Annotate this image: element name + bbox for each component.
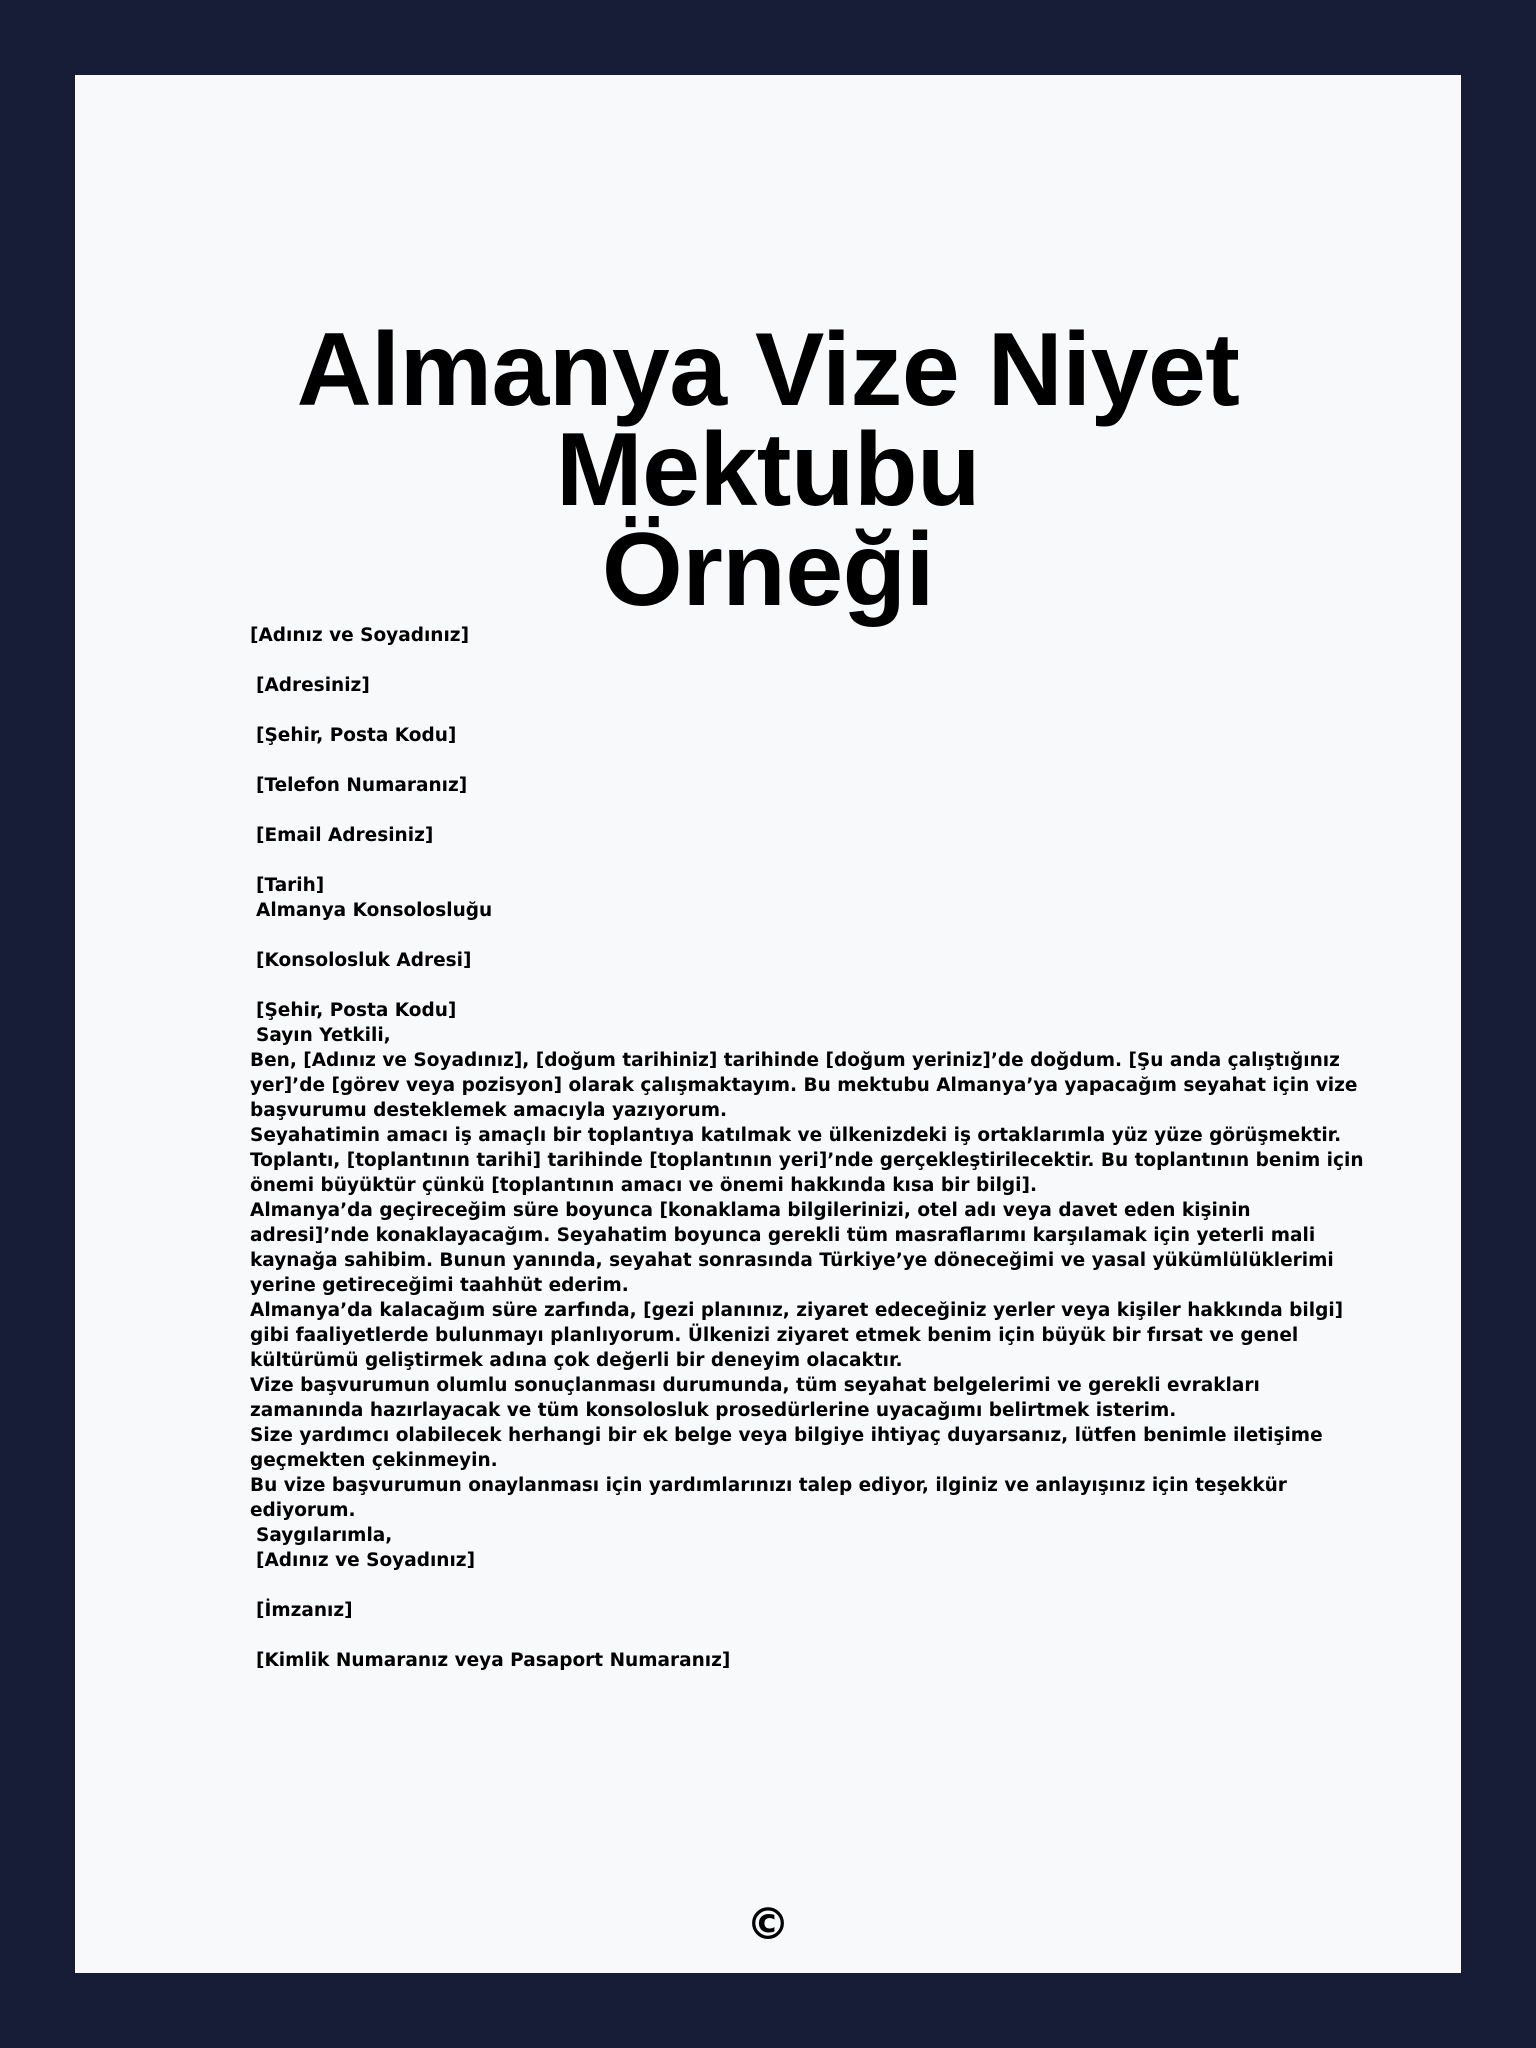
recipient-city: [Şehir, Posta Kodu]: [256, 1000, 457, 1021]
body-paragraph-2: Seyahatimin amacı iş amaçlı bir toplantıya katılmak ve ülkenizdeki iş ortaklarımla yüz yüze görüşmektir. Toplantı, [toplantının tarihi] tarihinde [toplantının yeri]’nde gerçekleştirilecektir. Bu toplantının benim için önemi büyüktür çünkü [toplantının amacı ve önemi hakkında kısa bir bilgi].: [250, 1125, 1364, 1196]
document-title-line-1: Almanya Vize Niyet Mektubu: [296, 312, 1240, 528]
letter-body: [250, 623, 1370, 1673]
sender-address: [Adresiniz]: [256, 675, 370, 696]
signature-name: [Adınız ve Soyadınız]: [256, 1550, 476, 1571]
body-paragraph-5: Vize başvurumun olumlu sonuçlanması durumunda, tüm seyahat belgelerimi ve gerekli evrakları zamanında hazırlayacak ve tüm konsolosluk prosedürlerine uyacağımı belirtmek isterim.: [250, 1375, 1260, 1421]
sender-name: [Adınız ve Soyadınız]: [250, 625, 470, 646]
document-title: [75, 312, 1461, 628]
document-title-line-2: Örneği: [601, 512, 935, 628]
salutation: Sayın Yetkili,: [256, 1025, 391, 1046]
signature-id: [Kimlik Numaranız veya Pasaport Numaranız]: [256, 1650, 731, 1671]
body-paragraph-4: Almanya’da kalacağım süre zarfında, [gezi planınız, ziyaret edeceğiniz yerler veya kişiler hakkında bilgi] gibi faaliyetlerde bulunmayı planlıyorum. Ülkenizi ziyaret etmek benim için büyük bir fırsat ve genel kültürümü geliştirmek adına çok değerli bir deneyim olacaktır.: [250, 1300, 1344, 1371]
copyright-icon: ©: [746, 1899, 790, 1950]
body-paragraph-3: Almanya’da geçireceğim süre boyunca [konaklama bilgilerinizi, otel adı veya davet eden kişinin adresi]’nde konaklayacağım. Seyahatim boyunca gerekli tüm masraflarımı karşılamak için yeterli mali kaynağa sahibim. Bunun yanında, seyahat sonrasında Türkiye’ye döneceğimi ve yasal yükümlülüklerimi yerine getireceğimi taahhüt ederim.: [250, 1200, 1334, 1296]
sender-city: [Şehir, Posta Kodu]: [256, 725, 457, 746]
closing: Saygılarımla,: [256, 1525, 393, 1546]
body-paragraph-7: Bu vize başvurumun onaylanması için yardımlarınızı talep ediyor, ilginiz ve anlayışınız için teşekkür ediyorum.: [250, 1475, 1287, 1521]
letter-date: [Tarih]: [256, 875, 325, 896]
recipient-name: Almanya Konsolosluğu: [256, 900, 493, 921]
body-paragraph-6: Size yardımcı olabilecek herhangi bir ek belge veya bilgiye ihtiyaç duyarsanız, lütfen benimle iletişime geçmekten çekinmeyin.: [250, 1425, 1323, 1471]
signature-sign: [İmzanız]: [256, 1600, 353, 1621]
body-paragraph-1: Ben, [Adınız ve Soyadınız], [doğum tarihiniz] tarihinde [doğum yeriniz]’de doğdum. [Şu anda çalıştığınız yer]’de [görev veya pozisyon] olarak çalışmaktayım. Bu mektubu Almanya’ya yapacağım seyahat için vize başvurumu desteklemek amacıyla yazıyorum.: [250, 1050, 1358, 1121]
sender-phone: [Telefon Numaranız]: [256, 775, 468, 796]
document-page: [75, 75, 1461, 1973]
recipient-address: [Konsolosluk Adresi]: [256, 950, 472, 971]
sender-email: [Email Adresiniz]: [256, 825, 434, 846]
